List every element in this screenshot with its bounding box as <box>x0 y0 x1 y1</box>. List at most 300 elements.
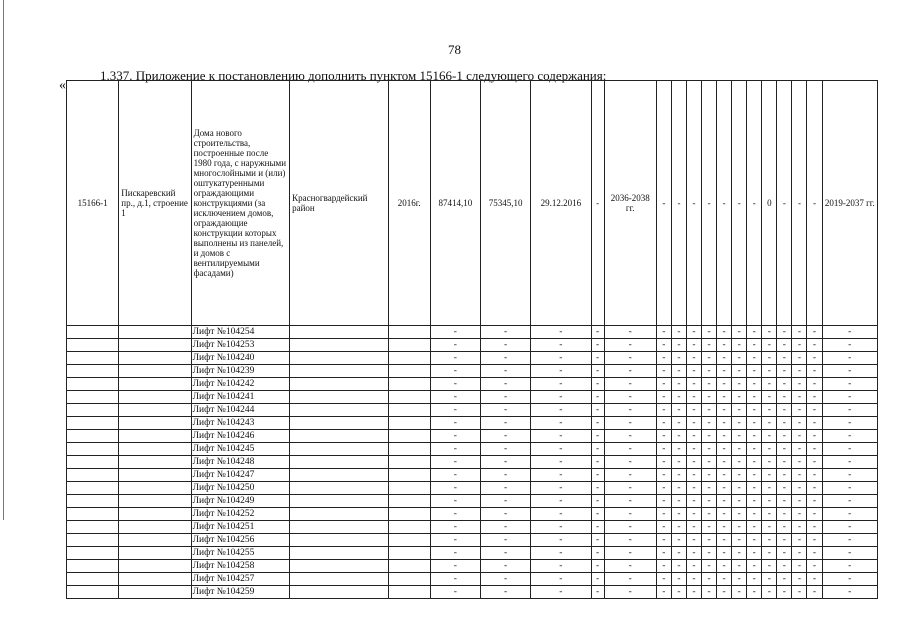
cell-dash: - <box>732 573 747 586</box>
cell-dash: - <box>671 560 686 573</box>
cell-dash: - <box>430 573 480 586</box>
cell-dash: - <box>686 326 701 339</box>
cell-dash: - <box>807 365 822 378</box>
cell-dash: - <box>762 339 777 352</box>
cell-dash: - <box>747 482 762 495</box>
cell-dash: - <box>591 81 604 326</box>
cell-area-living: 75345,10 <box>481 81 531 326</box>
table-row-lift <box>67 586 878 599</box>
cell-dash: - <box>822 495 877 508</box>
cell-empty <box>119 495 191 508</box>
cell-dash: - <box>732 417 747 430</box>
cell-dash: - <box>481 508 531 521</box>
cell-empty <box>290 586 388 599</box>
cell-dash: - <box>822 352 877 365</box>
cell-dash: - <box>671 508 686 521</box>
cell-dash: - <box>822 378 877 391</box>
cell-dash: - <box>717 482 732 495</box>
cell-dash: - <box>762 443 777 456</box>
cell-dash: - <box>732 495 747 508</box>
cell-col-3: - <box>686 81 701 326</box>
cell-dash: - <box>732 339 747 352</box>
cell-dash: - <box>777 469 792 482</box>
cell-dash: - <box>686 586 701 599</box>
cell-dash: - <box>777 573 792 586</box>
cell-dash: - <box>807 352 822 365</box>
cell-dash: - <box>822 534 877 547</box>
cell-dash: - <box>717 430 732 443</box>
cell-dash: - <box>604 469 656 482</box>
cell-empty <box>290 495 388 508</box>
cell-dash: - <box>591 521 604 534</box>
cell-dash: - <box>732 404 747 417</box>
cell-period-1: 2036-2038 гг. <box>604 81 656 326</box>
cell-dash: - <box>671 404 686 417</box>
cell-dash: - <box>717 469 732 482</box>
cell-dash: - <box>747 469 762 482</box>
cell-dash: - <box>702 508 717 521</box>
cell-dash: - <box>656 391 671 404</box>
cell-dash: - <box>686 443 701 456</box>
cell-dash: - <box>777 417 792 430</box>
cell-district: Красногвардейский район <box>290 81 388 326</box>
cell-dash: - <box>717 378 732 391</box>
cell-dash: - <box>777 508 792 521</box>
cell-dash: - <box>807 430 822 443</box>
cell-dash: - <box>792 456 807 469</box>
cell-dash: - <box>777 365 792 378</box>
table-row-lift <box>67 352 878 365</box>
cell-dash: - <box>717 456 732 469</box>
cell-dash: - <box>822 339 877 352</box>
cell-dash: - <box>591 326 604 339</box>
cell-col-5: - <box>717 81 732 326</box>
cell-dash: - <box>591 417 604 430</box>
cell-dash: - <box>481 378 531 391</box>
cell-dash: - <box>531 326 591 339</box>
cell-dash: - <box>762 586 777 599</box>
cell-dash: - <box>604 547 656 560</box>
cell-dash: - <box>777 326 792 339</box>
cell-empty <box>67 456 119 469</box>
cell-dash: - <box>762 469 777 482</box>
table-row-lift <box>67 443 878 456</box>
cell-dash: - <box>807 521 822 534</box>
table-row-lift <box>67 365 878 378</box>
cell-lift-name: Лифт №104243 <box>191 417 289 430</box>
cell-dash: - <box>702 352 717 365</box>
cell-lift-name: Лифт №104256 <box>191 534 289 547</box>
cell-dash: - <box>732 430 747 443</box>
cell-empty <box>67 586 119 599</box>
cell-dash: - <box>604 352 656 365</box>
cell-dash: - <box>807 326 822 339</box>
cell-dash: - <box>717 326 732 339</box>
cell-dash: - <box>656 521 671 534</box>
cell-dash: - <box>822 521 877 534</box>
cell-dash: - <box>671 586 686 599</box>
cell-empty <box>388 378 430 391</box>
cell-dash: - <box>481 469 531 482</box>
cell-dash: - <box>747 417 762 430</box>
cell-dash: - <box>777 404 792 417</box>
cell-lift-name: Лифт №104247 <box>191 469 289 482</box>
cell-dash: - <box>686 430 701 443</box>
cell-dash: - <box>792 508 807 521</box>
cell-dash: - <box>807 404 822 417</box>
cell-col-4: - <box>702 81 717 326</box>
cell-dash: - <box>762 560 777 573</box>
cell-dash: - <box>671 352 686 365</box>
cell-dash: - <box>591 534 604 547</box>
cell-dash: - <box>531 547 591 560</box>
cell-dash: - <box>807 443 822 456</box>
cell-dash: - <box>702 521 717 534</box>
cell-col-8: 0 <box>762 81 777 326</box>
cell-dash: - <box>604 521 656 534</box>
cell-dash: - <box>822 443 877 456</box>
cell-dash: - <box>481 560 531 573</box>
cell-dash: - <box>747 339 762 352</box>
cell-dash: - <box>430 508 480 521</box>
cell-dash: - <box>686 508 701 521</box>
cell-dash: - <box>762 417 777 430</box>
cell-dash: - <box>604 456 656 469</box>
cell-dash: - <box>762 482 777 495</box>
table-row-lift <box>67 456 878 469</box>
cell-empty <box>119 352 191 365</box>
cell-empty <box>388 521 430 534</box>
cell-dash: - <box>430 534 480 547</box>
cell-dash: - <box>822 573 877 586</box>
cell-lift-name: Лифт №104258 <box>191 560 289 573</box>
cell-dash: - <box>792 326 807 339</box>
table-row-lift <box>67 482 878 495</box>
cell-dash: - <box>686 469 701 482</box>
cell-dash: - <box>792 469 807 482</box>
cell-dash: - <box>671 326 686 339</box>
cell-dash: - <box>702 469 717 482</box>
cell-dash: - <box>591 456 604 469</box>
table-row-lift <box>67 547 878 560</box>
cell-dash: - <box>717 586 732 599</box>
cell-dash: - <box>430 482 480 495</box>
cell-dash: - <box>481 482 531 495</box>
cell-dash: - <box>807 482 822 495</box>
cell-dash: - <box>792 443 807 456</box>
cell-dash: - <box>591 573 604 586</box>
cell-empty <box>119 469 191 482</box>
cell-lift-name: Лифт №104255 <box>191 547 289 560</box>
cell-dash: - <box>792 495 807 508</box>
cell-dash: - <box>531 430 591 443</box>
cell-dash: - <box>531 443 591 456</box>
cell-dash: - <box>717 521 732 534</box>
cell-empty <box>388 326 430 339</box>
cell-lift-name: Лифт №104251 <box>191 521 289 534</box>
cell-dash: - <box>686 417 701 430</box>
cell-dash: - <box>807 495 822 508</box>
cell-dash: - <box>671 456 686 469</box>
cell-dash: - <box>430 404 480 417</box>
cell-dash: - <box>702 326 717 339</box>
cell-empty <box>119 443 191 456</box>
cell-lift-name: Лифт №104245 <box>191 443 289 456</box>
cell-dash: - <box>792 378 807 391</box>
cell-dash: - <box>702 404 717 417</box>
cell-dash: - <box>430 326 480 339</box>
cell-dash: - <box>702 378 717 391</box>
cell-dash: - <box>822 365 877 378</box>
cell-empty <box>67 508 119 521</box>
cell-dash: - <box>481 404 531 417</box>
cell-empty <box>67 469 119 482</box>
cell-dash: - <box>656 352 671 365</box>
cell-dash: - <box>591 482 604 495</box>
cell-dash: - <box>762 326 777 339</box>
cell-dash: - <box>671 573 686 586</box>
cell-dash: - <box>777 547 792 560</box>
cell-dash: - <box>481 339 531 352</box>
cell-address: Пискаревский пр., д.1, строение 1 <box>119 81 191 326</box>
cell-empty <box>67 495 119 508</box>
cell-lift-name: Лифт №104254 <box>191 326 289 339</box>
cell-empty <box>119 430 191 443</box>
cell-dash: - <box>822 456 877 469</box>
cell-lift-name: Лифт №104249 <box>191 495 289 508</box>
cell-dash: - <box>604 391 656 404</box>
cell-dash: - <box>531 365 591 378</box>
cell-dash: - <box>702 339 717 352</box>
cell-empty <box>67 534 119 547</box>
cell-dash: - <box>777 560 792 573</box>
table-row-lift <box>67 326 878 339</box>
cell-dash: - <box>777 378 792 391</box>
cell-dash: - <box>591 560 604 573</box>
cell-dash: - <box>656 482 671 495</box>
cell-dash: - <box>671 495 686 508</box>
cell-dash: - <box>656 443 671 456</box>
cell-dash: - <box>430 443 480 456</box>
cell-dash: - <box>702 573 717 586</box>
scan-edge-mark <box>3 0 4 520</box>
cell-dash: - <box>531 456 591 469</box>
cell-dash: - <box>807 417 822 430</box>
cell-dash: - <box>591 430 604 443</box>
cell-dash: - <box>686 534 701 547</box>
cell-dash: - <box>717 573 732 586</box>
cell-dash: - <box>591 469 604 482</box>
cell-dash: - <box>822 391 877 404</box>
cell-dash: - <box>717 339 732 352</box>
cell-empty <box>119 339 191 352</box>
cell-dash: - <box>604 534 656 547</box>
cell-dash: - <box>604 417 656 430</box>
cell-dash: - <box>717 352 732 365</box>
cell-empty <box>388 365 430 378</box>
cell-empty <box>290 443 388 456</box>
cell-dash: - <box>747 352 762 365</box>
cell-dash: - <box>604 404 656 417</box>
cell-dash: - <box>792 586 807 599</box>
cell-empty <box>119 482 191 495</box>
cell-empty <box>290 430 388 443</box>
table-row-lift <box>67 469 878 482</box>
cell-dash: - <box>671 339 686 352</box>
cell-empty <box>67 339 119 352</box>
cell-dash: - <box>792 573 807 586</box>
cell-dash: - <box>777 456 792 469</box>
table-row-lift <box>67 417 878 430</box>
cell-dash: - <box>481 443 531 456</box>
cell-dash: - <box>656 560 671 573</box>
cell-dash: - <box>671 430 686 443</box>
cell-dash: - <box>481 521 531 534</box>
cell-dash: - <box>481 456 531 469</box>
cell-dash: - <box>686 404 701 417</box>
cell-dash: - <box>604 326 656 339</box>
cell-dash: - <box>822 404 877 417</box>
table-row-lift <box>67 560 878 573</box>
cell-dash: - <box>591 378 604 391</box>
cell-empty <box>119 560 191 573</box>
cell-dash: - <box>656 456 671 469</box>
cell-dash: - <box>656 469 671 482</box>
cell-empty <box>119 534 191 547</box>
cell-dash: - <box>717 365 732 378</box>
cell-dash: - <box>531 586 591 599</box>
cell-empty <box>67 365 119 378</box>
cell-dash: - <box>732 365 747 378</box>
cell-dash: - <box>686 365 701 378</box>
cell-dash: - <box>717 443 732 456</box>
cell-dash: - <box>732 534 747 547</box>
cell-dash: - <box>732 586 747 599</box>
cell-dash: - <box>792 430 807 443</box>
cell-lift-name: Лифт №104242 <box>191 378 289 391</box>
cell-dash: - <box>807 456 822 469</box>
cell-dash: - <box>430 586 480 599</box>
cell-dash: - <box>481 391 531 404</box>
cell-dash: - <box>762 547 777 560</box>
cell-empty <box>388 469 430 482</box>
cell-empty <box>67 573 119 586</box>
table-row-main <box>67 81 878 326</box>
amendment-intro: 1.337. Приложение к постановлению дополнить пунктом 15166-1 следующего содержания: <box>100 68 607 83</box>
cell-dash: - <box>656 365 671 378</box>
cell-empty <box>119 573 191 586</box>
cell-dash: - <box>481 430 531 443</box>
cell-empty <box>388 560 430 573</box>
cell-empty <box>290 456 388 469</box>
cell-empty <box>119 586 191 599</box>
cell-empty <box>119 508 191 521</box>
cell-dash: - <box>732 391 747 404</box>
cell-dash: - <box>656 508 671 521</box>
cell-dash: - <box>671 547 686 560</box>
table-row-lift <box>67 508 878 521</box>
cell-dash: - <box>822 417 877 430</box>
cell-dash: - <box>481 352 531 365</box>
cell-date: 29.12.2016 <box>531 81 591 326</box>
cell-dash: - <box>807 508 822 521</box>
cell-dash: - <box>656 404 671 417</box>
page-number: 78 <box>448 42 461 57</box>
cell-dash: - <box>591 547 604 560</box>
cell-dash: - <box>807 547 822 560</box>
cell-dash: - <box>747 443 762 456</box>
cell-dash: - <box>792 534 807 547</box>
cell-dash: - <box>531 495 591 508</box>
cell-empty <box>290 365 388 378</box>
cell-dash: - <box>792 352 807 365</box>
cell-empty <box>119 391 191 404</box>
cell-dash: - <box>762 391 777 404</box>
cell-dash: - <box>807 391 822 404</box>
cell-dash: - <box>777 534 792 547</box>
cell-empty <box>67 417 119 430</box>
cell-empty <box>290 391 388 404</box>
cell-dash: - <box>732 560 747 573</box>
cell-dash: - <box>686 339 701 352</box>
cell-dash: - <box>747 391 762 404</box>
cell-dash: - <box>591 443 604 456</box>
cell-dash: - <box>732 378 747 391</box>
cell-dash: - <box>531 339 591 352</box>
cell-lift-name: Лифт №104240 <box>191 352 289 365</box>
cell-dash: - <box>732 456 747 469</box>
cell-dash: - <box>777 443 792 456</box>
cell-dash: - <box>822 469 877 482</box>
cell-dash: - <box>822 326 877 339</box>
amendment-table <box>66 80 878 599</box>
cell-empty <box>290 339 388 352</box>
cell-dash: - <box>604 430 656 443</box>
cell-dash: - <box>732 326 747 339</box>
cell-dash: - <box>604 339 656 352</box>
cell-dash: - <box>430 560 480 573</box>
cell-dash: - <box>777 521 792 534</box>
cell-dash: - <box>792 521 807 534</box>
cell-lift-name: Лифт №104239 <box>191 365 289 378</box>
cell-dash: - <box>671 521 686 534</box>
cell-dash: - <box>591 365 604 378</box>
cell-empty <box>119 521 191 534</box>
cell-empty <box>388 508 430 521</box>
cell-dash: - <box>777 495 792 508</box>
cell-dash: - <box>777 339 792 352</box>
cell-empty <box>67 547 119 560</box>
cell-dash: - <box>747 508 762 521</box>
cell-empty <box>290 534 388 547</box>
cell-empty <box>67 326 119 339</box>
cell-dash: - <box>604 508 656 521</box>
table-row-lift <box>67 534 878 547</box>
cell-dash: - <box>430 417 480 430</box>
cell-lift-name: Лифт №104257 <box>191 573 289 586</box>
cell-dash: - <box>686 378 701 391</box>
table-row-lift <box>67 378 878 391</box>
cell-empty <box>388 352 430 365</box>
cell-lift-name: Лифт №104253 <box>191 339 289 352</box>
cell-lift-name: Лифт №104252 <box>191 508 289 521</box>
cell-dash: - <box>430 521 480 534</box>
cell-dash: - <box>702 417 717 430</box>
cell-dash: - <box>430 378 480 391</box>
cell-empty <box>388 417 430 430</box>
cell-dash: - <box>702 534 717 547</box>
cell-dash: - <box>702 547 717 560</box>
